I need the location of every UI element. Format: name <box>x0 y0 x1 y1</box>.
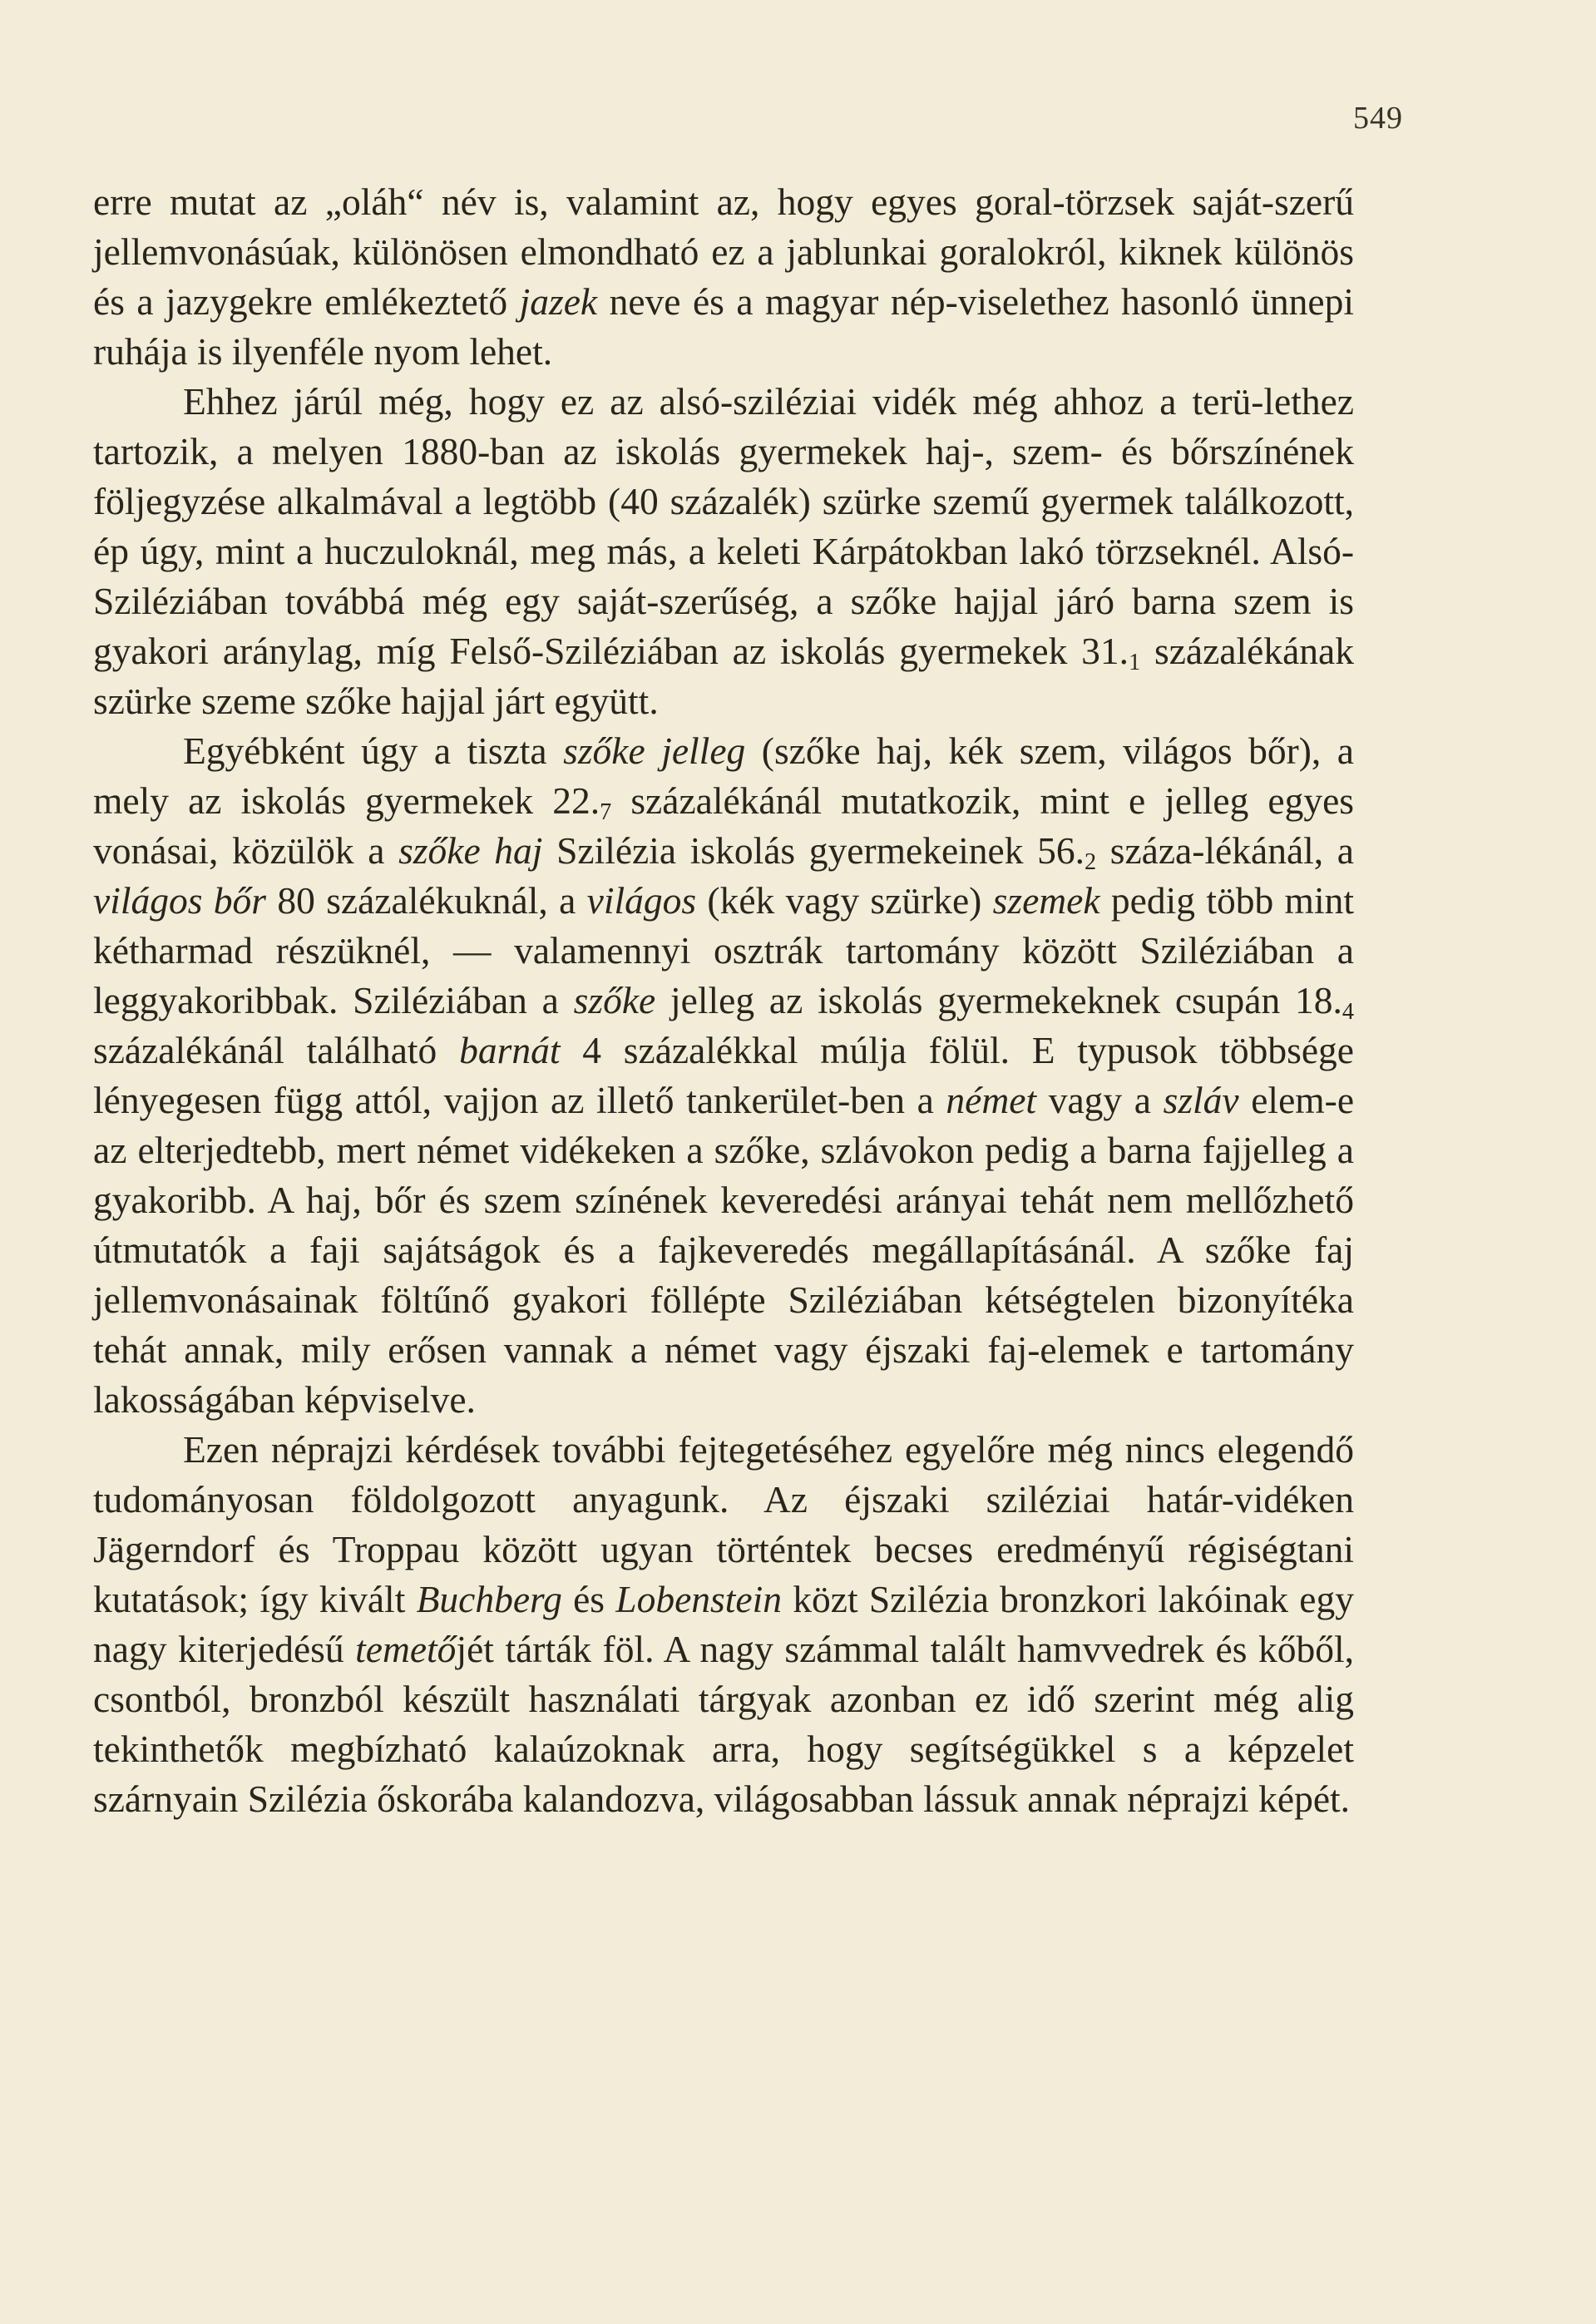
text-run: százalékánál mutatkozik, mint e jelleg egyes vonásai, közülök a <box>93 779 1355 872</box>
paragraph <box>93 1425 1354 1824</box>
decimal-digit: 7 <box>600 799 612 826</box>
italic-term: Buchberg <box>416 1578 562 1620</box>
italic-term: német <box>946 1079 1037 1121</box>
body-text <box>93 177 1354 1824</box>
italic-term: jazek <box>519 280 598 323</box>
paragraph <box>93 177 1354 377</box>
text-run: neve és a magyar nép-viselethez hasonló ünnepi ruhája is ilyenféle nyom lehet. <box>93 280 1354 373</box>
text-run: erre mutat az „oláh“ név is, valamint az, hogy egyes goral-törzsek saját-szerű jellemvonásúak, különösen elmondható ez a jablunkai goralokról, kiknek különös és a jazygekre emlékeztető <box>93 180 1354 323</box>
text-run: Ehhez járúl még, hogy ez az alsó-sziléziai vidék még ahhoz a terü-lethez tartozik, a melyen 1880-ban az iskolás gyermekek haj-, szem- és bőrszínének följegyzése alkalmával a legtöbb (40 százalék) szürke szemű gyermek találkozott, ép úgy, mint a huczuloknál, meg más, a keleti Kárpátokban lakó törzseknél. Alsó-Sziléziában továbbá még egy saját-szerűség, a szőke hajjal járó barna szem is gyakori aránylag, míg Felső-Sziléziában az iskolás gyermekek 31. <box>93 380 1354 672</box>
text-run: közt Szilézia bronzkori lakóinak egy nagy kiterjedésű <box>93 1578 1354 1670</box>
text-run: és <box>561 1578 616 1620</box>
text-run: (szőke haj, kék szem, világos bőr), a mely az iskolás gyermekek 22. <box>93 729 1354 822</box>
paragraph <box>93 377 1354 726</box>
text-run: 80 százalékuknál, a <box>266 879 587 922</box>
decimal-digit: 2 <box>1085 849 1097 876</box>
italic-term: szőke jelleg <box>563 729 746 772</box>
text-run: Egyébként úgy a tiszta <box>183 729 564 772</box>
italic-term: szláv <box>1163 1079 1239 1121</box>
text-run: vagy a <box>1036 1079 1164 1121</box>
italic-term: temető <box>355 1628 457 1670</box>
text-run: (kék vagy szürke) <box>696 879 993 922</box>
text-run: jelleg az iskolás gyermekeknek csupán 18. <box>655 979 1342 1021</box>
text-run: százalékának szürke szeme szőke hajjal járt együtt. <box>93 630 1354 722</box>
text-run: elem-e az elterjedtebb, mert német vidékeken a szőke, szlávokon pedig a barna fajjelleg a gyakoribb. A haj, bőr és szem színének keveredési arányai tehát nem mellőzhető útmutatók a faji sajátságok és a fajkeveredés megállapításánál. A szőke faj jellemvonásainak föltűnő gyakori föllépte Sziléziában kétségtelen bizonyítéka tehát annak, mily erősen vannak a német vagy éjszaki faj-elemek e tartomány lakosságában képviselve. <box>93 1079 1355 1421</box>
text-run: Ezen néprajzi kérdések további fejtegetéséhez egyelőre még nincs elegendő tudományosan földolgozott anyagunk. Az éjszaki sziléziai határ-vidéken Jägerndorf és Troppau között ugyan történtek becses eredményű régiségtani kutatások; így kivált <box>93 1428 1354 1620</box>
italic-term: szőke haj <box>398 829 543 872</box>
decimal-digit: 4 <box>1342 999 1354 1026</box>
page-number: 549 <box>1353 101 1403 136</box>
text-run: száza-lékánál, a <box>1096 829 1354 872</box>
italic-term: világos <box>586 879 697 922</box>
text-run: 4 százalékkal múlja fölül. E typusok többsége lényegesen függ attól, vajjon az illető tankerület-ben a <box>93 1029 1355 1121</box>
italic-term: szemek <box>992 879 1100 922</box>
text-run: Szilézia iskolás gyermekeinek 56. <box>542 829 1085 872</box>
italic-term: szőke <box>573 979 656 1021</box>
paragraph <box>93 726 1354 1425</box>
italic-term: Lobenstein <box>615 1578 782 1620</box>
text-run: pedig több mint kétharmad részüknél, — valamennyi osztrák tartomány között Sziléziában a leggyakoribbak. Sziléziában a <box>93 879 1354 1021</box>
text-run: jét tárták föl. A nagy számmal talált hamvvedrek és kőből, csontból, bronzból készült használati tárgyak azonban ez idő szerint még alig tekinthetők megbízható kalaúzoknak arra, hogy segítségükkel s a képzelet szárnyain Szilézia őskorába kalandozva, világosabban lássuk annak néprajzi képét. <box>93 1628 1354 1820</box>
italic-term: világos bőr <box>93 879 266 922</box>
italic-term: barnát <box>459 1029 561 1071</box>
text-run: százalékánál található <box>93 1029 460 1071</box>
decimal-digit: 1 <box>1129 650 1141 676</box>
